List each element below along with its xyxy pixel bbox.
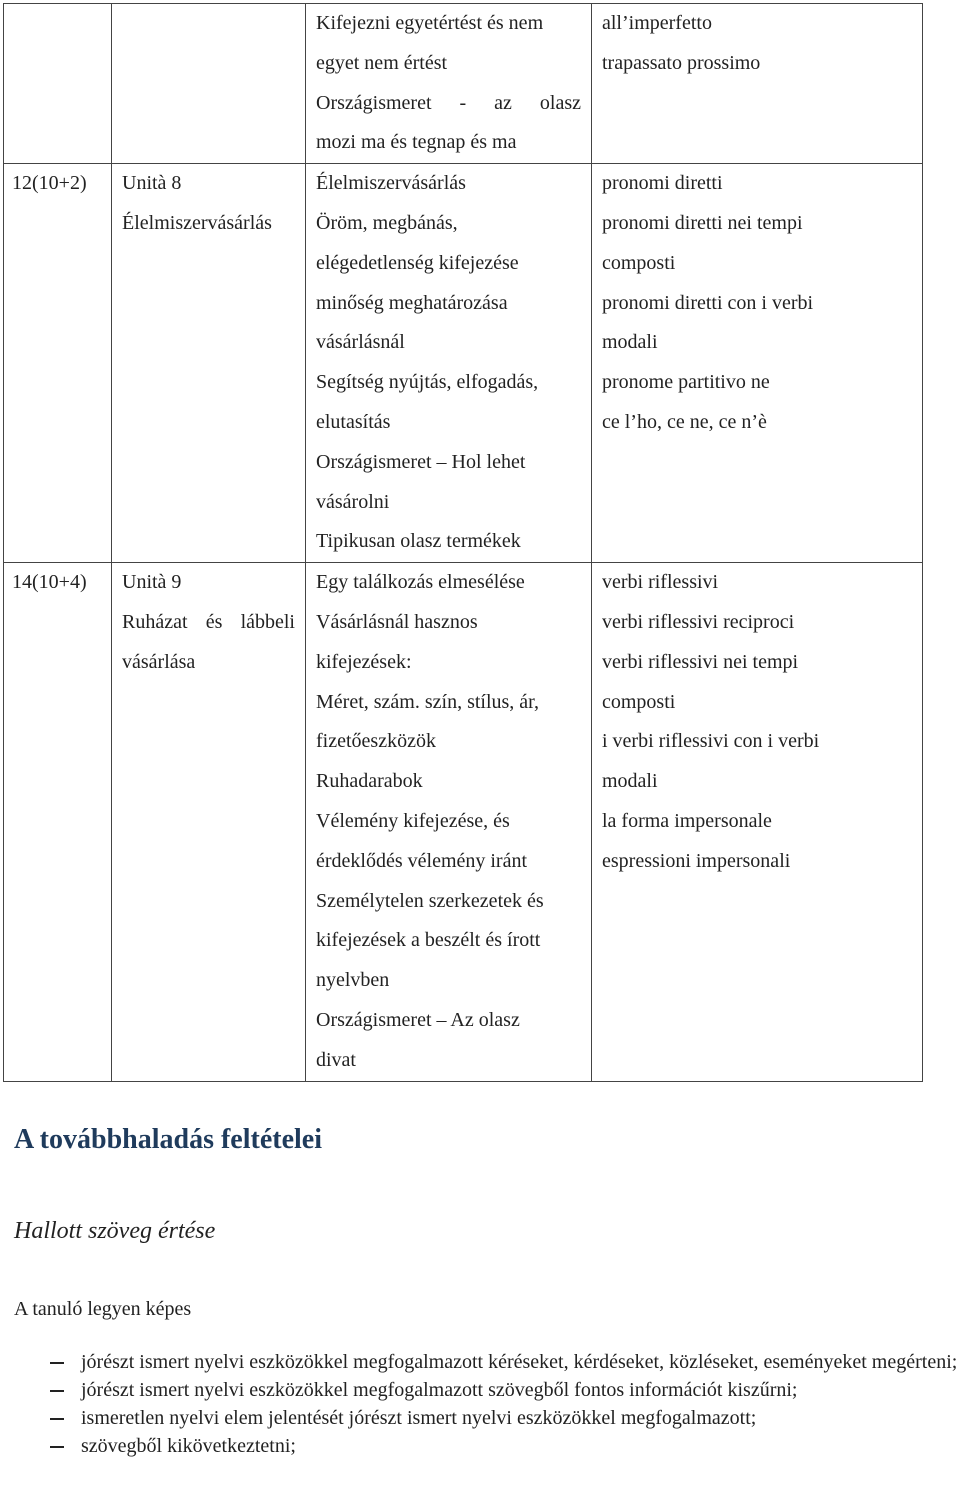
topics-cell (306, 164, 592, 563)
topic-line: divat (316, 1048, 356, 1071)
grammar-line: la forma impersonale (602, 809, 772, 832)
topic-line: nyelvben (316, 969, 390, 992)
list-item (0, 1350, 960, 1375)
unit-line: Élelmiszervásárlás (122, 211, 272, 234)
unit-line: Ruházat és lábbeli (122, 610, 295, 633)
dash-bullet (50, 1418, 64, 1420)
grammar-line: trapassato prossimo (602, 51, 761, 74)
dash-bullet (50, 1362, 64, 1364)
list-item (0, 1406, 960, 1431)
syllabus-table (3, 3, 923, 1082)
topic-line: fizetőeszközök (316, 730, 436, 753)
topic-line: Országismeret – Az olasz (316, 1008, 520, 1031)
unit-line: vásárlása (122, 650, 196, 673)
table-row (4, 164, 923, 563)
list-item-text: szövegből kikövetkeztetni; (81, 1435, 296, 1457)
grammar-line: composti (602, 690, 676, 713)
grammar-line: ce l’ho, ce ne, ce n’è (602, 410, 767, 433)
topic-line: Öröm, megbánás, (316, 211, 458, 234)
topic-line: Egy találkozás elmesélése (316, 571, 525, 594)
topic-line: elégedetlenség kifejezése (316, 251, 519, 274)
topic-line: Vásárlásnál hasznos (316, 610, 478, 633)
grammar-line: verbi riflessivi reciproci (602, 610, 795, 633)
grammar-cell (592, 4, 923, 164)
dash-bullet (50, 1390, 64, 1392)
topic-line: minőség meghatározása (316, 291, 508, 314)
topic-line: Országismeret – Hol lehet (316, 450, 526, 473)
topic-line: elutasítás (316, 410, 391, 433)
topic-line: Országismeret - az olasz (316, 91, 581, 114)
topic-line: Tipikusan olasz termékek (316, 530, 521, 553)
topic-line: érdeklődés vélemény iránt (316, 849, 528, 872)
topic-line: vásárlásnál (316, 331, 405, 354)
requirements-list (0, 1350, 960, 1462)
topic-line: egyet nem értést (316, 51, 448, 74)
unit-line: Unità 8 (122, 172, 182, 195)
table-row (4, 4, 923, 164)
grammar-line: verbi riflessivi nei tempi (602, 650, 799, 673)
list-item (0, 1434, 960, 1459)
unit-line: Unità 9 (122, 571, 182, 594)
grammar-line: pronomi diretti (602, 172, 723, 195)
topic-line: Méret, szám. szín, stílus, ár, (316, 690, 540, 713)
topic-line: Élelmiszervásárlás (316, 172, 466, 195)
grammar-line: pronomi diretti con i verbi (602, 291, 814, 314)
topic-line: Személytelen szerkezetek és (316, 889, 544, 912)
unit-cell (112, 563, 306, 1081)
section-title: A továbbhaladás feltételei (14, 1124, 322, 1155)
dash-bullet (50, 1446, 64, 1448)
topic-line: kifejezések a beszélt és írott (316, 929, 541, 952)
grammar-cell (592, 563, 923, 1081)
topic-line: vásárolni (316, 490, 390, 513)
grammar-line: pronomi diretti nei tempi (602, 211, 803, 234)
hours-cell (4, 4, 112, 164)
list-item-text: ismeretlen nyelvi elem jelentését jórészt ismert nyelvi eszközökkel megfogalmazott; (81, 1407, 757, 1429)
grammar-line: modali (602, 331, 658, 354)
grammar-line: verbi riflessivi (602, 571, 719, 594)
topic-line: Segítség nyújtás, elfogadás, (316, 371, 539, 394)
grammar-cell (592, 164, 923, 563)
grammar-line: i verbi riflessivi con i verbi (602, 730, 820, 753)
grammar-line: pronome partitivo ne (602, 371, 770, 394)
topic-line: mozi ma és tegnap és ma (316, 131, 517, 154)
subheading: Hallott szöveg értése (14, 1218, 216, 1244)
topic-line: kifejezések: (316, 650, 412, 673)
grammar-line: composti (602, 251, 676, 274)
grammar-line: all’imperfetto (602, 12, 712, 34)
topics-cell (306, 563, 592, 1081)
hours-cell: 12(10+2) (4, 164, 112, 563)
list-item-text: jórészt ismert nyelvi eszközökkel megfogalmazott szövegből fontos információt kiszűrni; (81, 1379, 798, 1401)
unit-cell (112, 4, 306, 164)
hours-cell: 14(10+4) (4, 563, 112, 1081)
topic-line: Vélemény kifejezése, és (316, 809, 510, 832)
list-item-text: jórészt ismert nyelvi eszközökkel megfogalmazott kéréseket, kérdéseket, közléseket, eseményeket megérteni; (81, 1351, 958, 1373)
list-item (0, 1378, 960, 1403)
table-row (4, 563, 923, 1081)
topics-cell (306, 4, 592, 164)
unit-cell (112, 164, 306, 563)
grammar-line: espressioni impersonali (602, 849, 791, 872)
intro-text: A tanuló legyen képes (14, 1298, 192, 1320)
topic-line: Ruhadarabok (316, 770, 423, 793)
grammar-line: modali (602, 770, 658, 793)
topic-line: Kifejezni egyetértést és nem (316, 12, 544, 34)
